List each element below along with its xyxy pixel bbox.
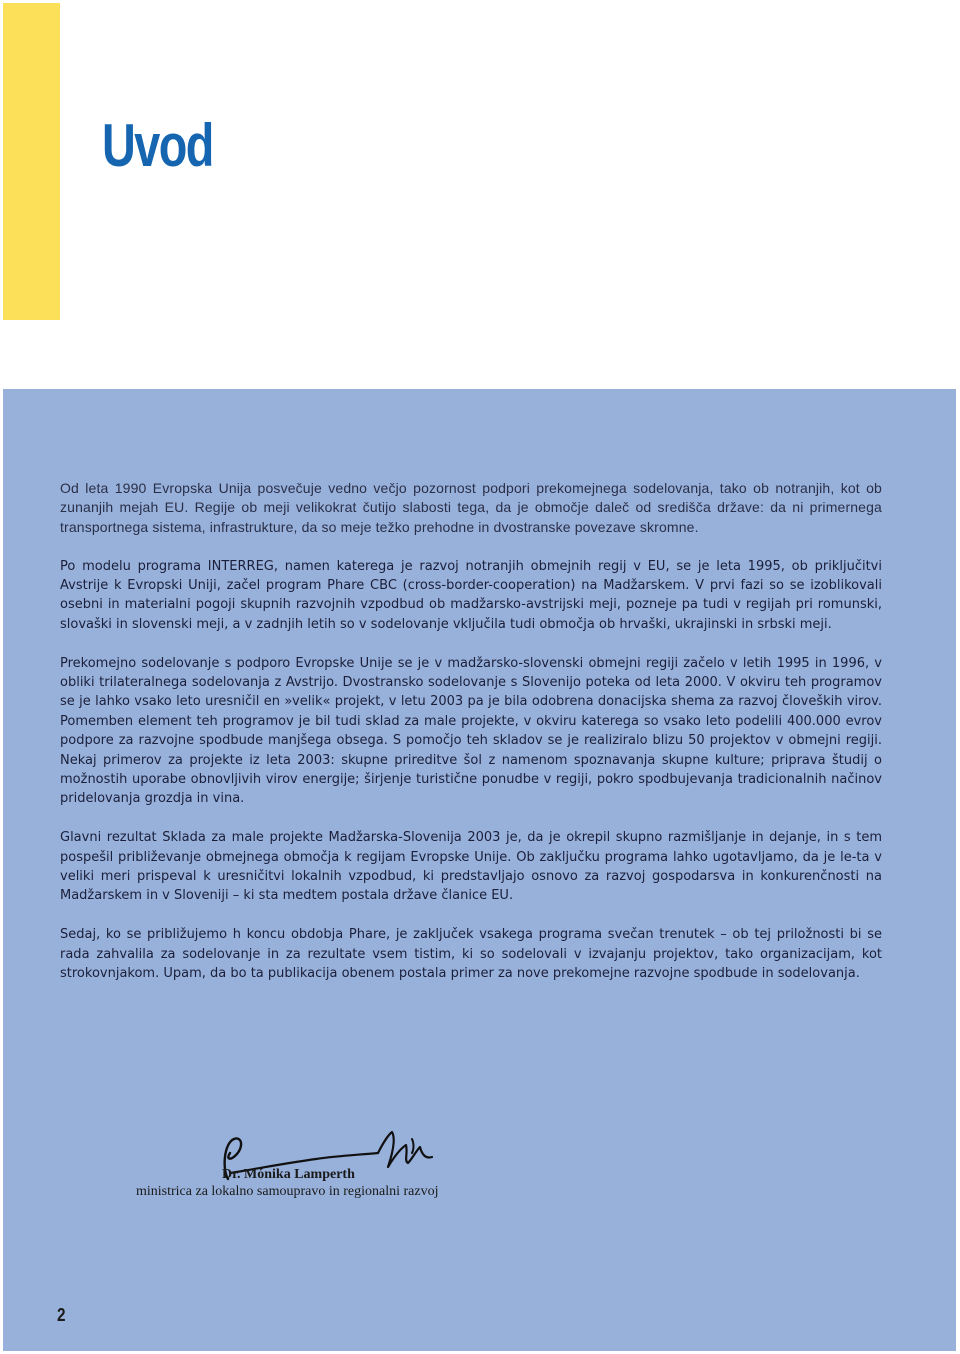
- paragraph-5: Sedaj, ko se približujemo h koncu obdobja Phare, je zaključek vsakega programa svečan trenutek – ob tej priložnosti bi se rada zahvalila za sodelovanje in za rezultate vsem tistim, ki so sodelovali v izvajanju projektov, tako organizacijam, kot strokovnjakom. Upam, da bo ta publikacija obenem postala primer za nove prekomejne razvojne spodbude in sodelovanja.: [60, 927, 882, 982]
- body-text: [60, 479, 882, 1003]
- paragraph-2: Po modelu programa INTERREG, namen katerega je razvoj notranjih obmejnih regij v EU, se je leta 1995, ob priključitvi Avstrije k Evropski Uniji, začel program Phare CBC (cross-border-cooperation) na Madžarskem. V prvi fazi so se izoblikovali osebni in materialni pogoji skupnih razvojnih vzpodbud ob madžarsko-avstrijski meji, pozneje pa tudi v regijah pri romunski, slovaški in slovenski meji, a v zadnjih letih so v sodelovanje vključila tudi območja ob hrvaški, ukrajinski in srbski meji.: [60, 558, 882, 632]
- signature-block: [136, 1129, 496, 1249]
- signatory-name: Dr. Mónika Lamperth: [222, 1167, 355, 1182]
- page-number: 2: [57, 1305, 66, 1325]
- content-panel: [3, 389, 956, 1351]
- page-title: Uvod: [102, 112, 213, 179]
- paragraph-4: Glavni rezultat Sklada za male projekte Madžarska-Slovenija 2003 je, da je okrepil skupno razmišljanje in dejanje, in s tem pospešil približevanje obmejnega območja k regijam Evropske Unije. Ob zaključku programa lahko ugotavljamo, da je le-ta v veliki meri prispeval k uresničitvi lokalnih vzpodbud, ki predstavljajo osnovo za razvoj gospodarsva in konkurenčnosti na Madžarskem in v Sloveniji – ki sta medtem postala države članice EU.: [60, 830, 882, 904]
- paragraph-1: Od leta 1990 Evropska Unija posvečuje vedno večjo pozornost podpori prekomejnega sodelovanja, tako ob notranjih, kot ob zunanjih mejah EU. Regije ob meji velikokrat čutijo slabosti tega, da je območje daleč od središča države: da ni primernega transportnega sistema, infrastrukture, da so meje težko prehodne in dvostranske povezave skromne.: [60, 480, 882, 535]
- paragraph-3: Prekomejno sodelovanje s podporo Evropske Unije se je v madžarsko-slovenski obmejni regiji začelo v letih 1995 in 1996, v obliki trilateralnega sodelovanja z Avstrijo. Dvostransko sodelovanje s Slovenijo poteka od leta 2000. V okviru teh programov se je lahko vsako leto uresničil en »velik« projekt, v letu 2003 pa je bila odobrena donacijska shema za razvoj človeških virov. Pomemben element teh programov je bil tudi sklad za male projekte, v okviru katerega so vsako leto podelili 400.000 evrov podpore za razvojne spodbude manjšega obsega. S pomočjo teh skladov se je realiziralo blizu 50 projektov v obmejni regiji. Nekaj primerov za projekte iz leta 2003: skupne prireditve šol z namenom spoznavanja skupne kulture; priprava študij o možnostih uporabe obnovljivih virov energije; širjenje turistične ponudbe v regiji, pokro spodbujevanja tradicionalnih načinov pridelovanja grozdja in vina.: [60, 655, 882, 807]
- signatory-role: ministrica za lokalno samoupravo in regionalni razvoj: [136, 1184, 439, 1199]
- yellow-accent-bar: [3, 3, 60, 320]
